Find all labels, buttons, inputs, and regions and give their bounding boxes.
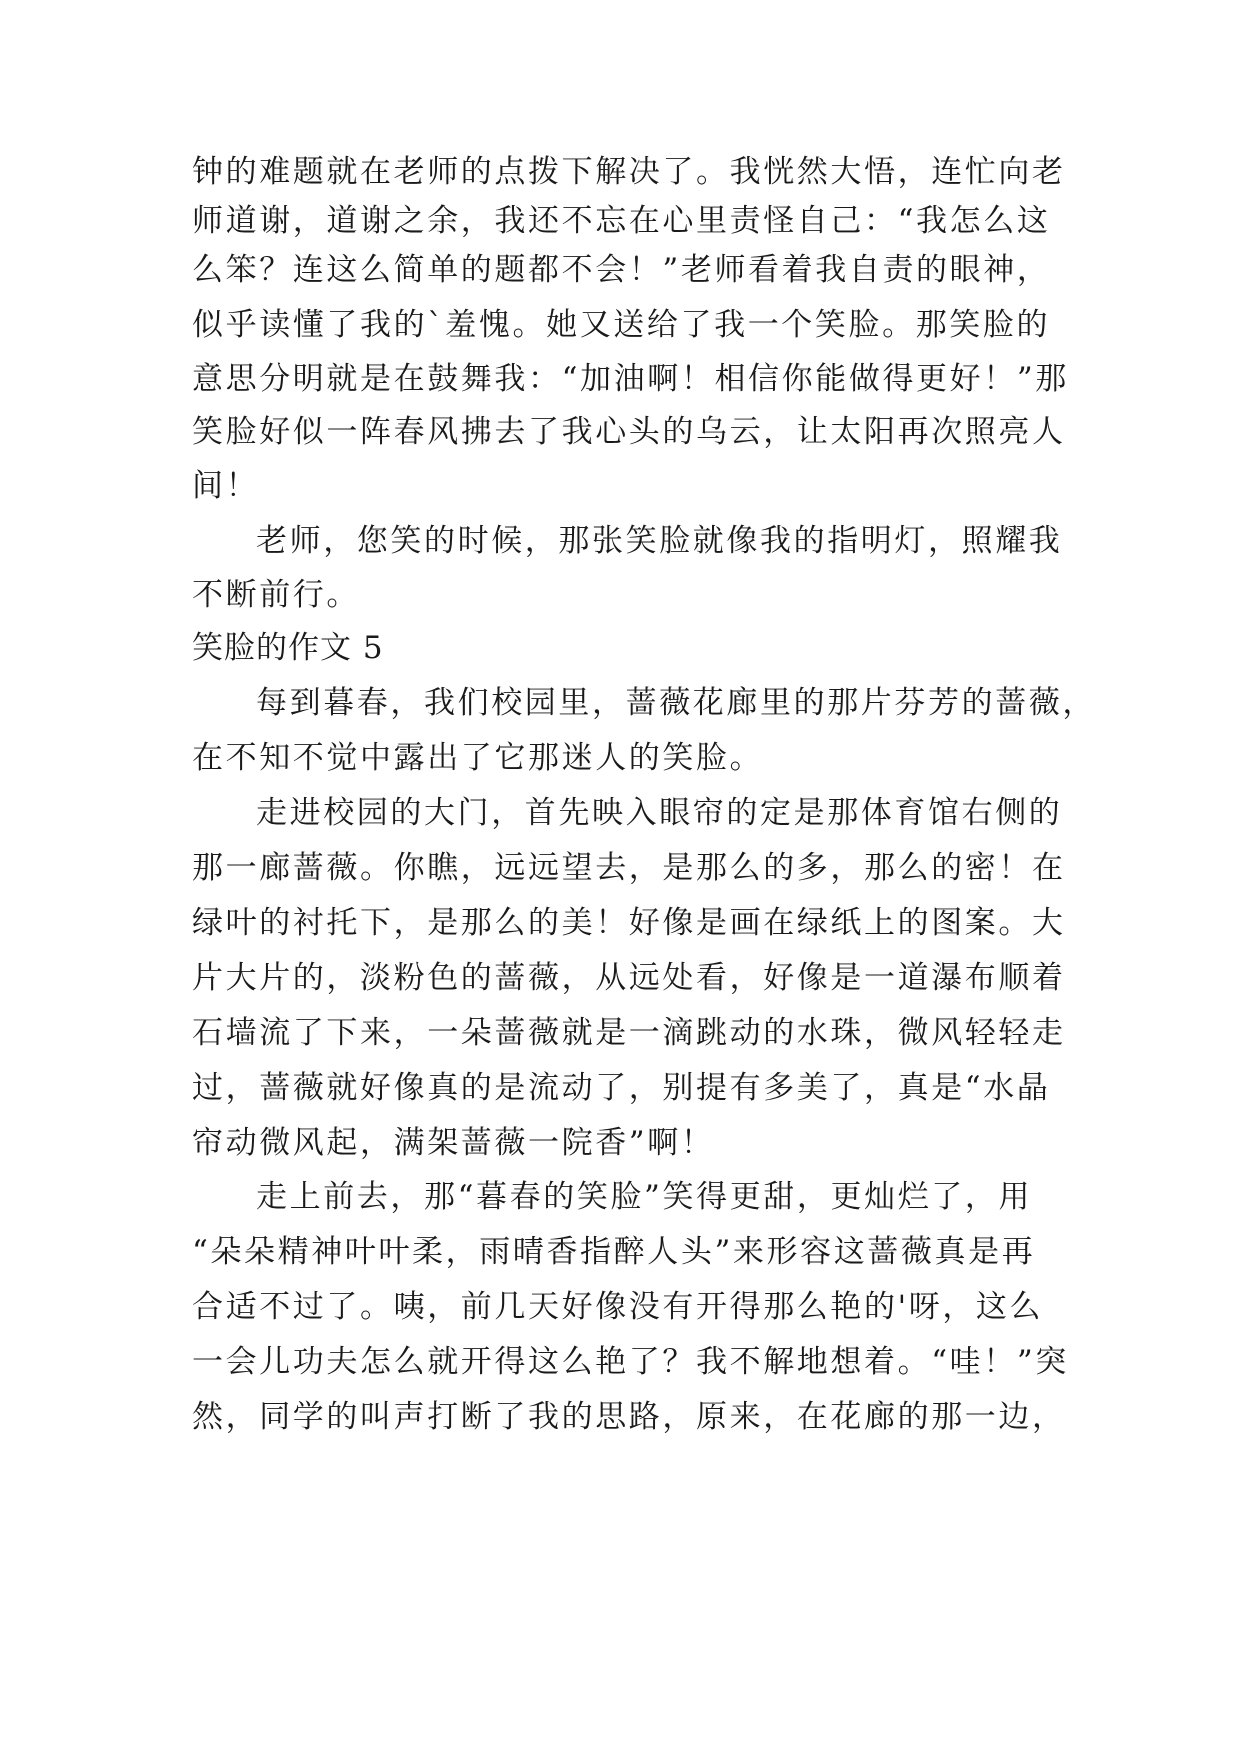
text-line: 师道谢，道谢之余，我还不忘在心里责怪自己：“我怎么这 [192, 203, 1051, 239]
text-line: 似乎读懂了我的`羞愧。她又送给了我一个笑脸。那笑脸的 [192, 307, 1051, 343]
text-line: 间！ [192, 468, 260, 504]
text-line: 过，蔷薇就好像真的是流动了，别提有多美了，真是“水晶 [192, 1070, 1051, 1106]
text-line: 合适不过了。咦，前几天好像没有开得那么艳的'呀，这么 [192, 1289, 1044, 1325]
text-line: 石墙流了下来，一朵蔷薇就是一滴跳动的水珠，微风轻轻走 [192, 1015, 1066, 1051]
section-title: 笑脸的作文 5 [192, 630, 384, 666]
text-line: 帘动微风起，满架蔷薇一院香”啊！ [192, 1125, 715, 1161]
text-line: 不断前行。 [192, 577, 360, 613]
text-line: 钟的难题就在老师的点拨下解决了。我恍然大悟，连忙向老 [192, 154, 1066, 190]
text-line: 笑脸好似一阵春风拂去了我心头的乌云，让太阳再次照亮人 [192, 414, 1066, 450]
text-line: 每到暮春，我们校园里，蔷薇花廊里的那片芬芳的蔷薇， [256, 685, 1096, 721]
text-line: 走上前去，那“暮春的笑脸”笑得更甜，更灿烂了，用 [256, 1179, 1033, 1215]
text-line: “朵朵精神叶叶柔，雨晴香指醉人头”来形容这蔷薇真是再 [192, 1234, 1036, 1270]
text-line: 绿叶的衬托下，是那么的美！好像是画在绿纸上的图案。大 [192, 905, 1066, 941]
text-line: 那一廊蔷薇。你瞧，远远望去，是那么的多，那么的密！在 [192, 850, 1066, 886]
text-line: 么笨？连这么简单的题都不会！”老师看着我自责的眼神， [192, 252, 1051, 288]
text-line: 老师，您笑的时候，那张笑脸就像我的指明灯，照耀我 [256, 523, 1063, 559]
text-line: 片大片的，淡粉色的蔷薇，从远处看，好像是一道瀑布顺着 [192, 960, 1066, 996]
text-line: 一会儿功夫怎么就开得这么艳了？我不解地想着。“哇！”突 [192, 1344, 1069, 1380]
text-line: 走进校园的大门，首先映入眼帘的定是那体育馆右侧的 [256, 795, 1063, 831]
text-line: 意思分明就是在鼓舞我：“加油啊！相信你能做得更好！”那 [192, 361, 1069, 397]
text-line: 然，同学的叫声打断了我的思路，原来，在花廊的那一边， [192, 1399, 1066, 1435]
text-line: 在不知不觉中露出了它那迷人的笑脸。 [192, 740, 764, 776]
